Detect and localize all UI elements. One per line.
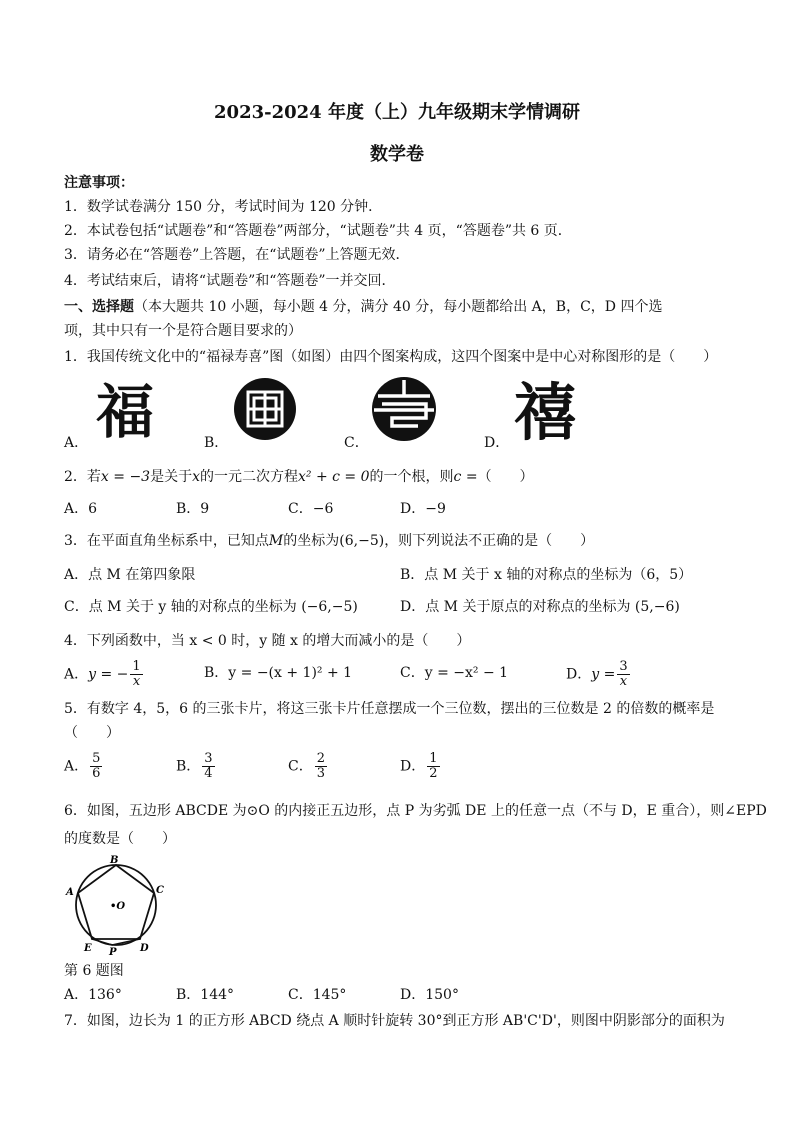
q6-label-e: E [84,943,92,954]
q6-label-c: C [156,885,164,896]
q4-option-a-den: x [132,674,141,689]
q3-option-b: B．点 M 关于 x 轴的对称点的坐标为（6，5） [400,567,693,583]
q3-stem-c: 的坐标为 [283,533,340,549]
q5-option-a-fraction [90,752,102,781]
svg-text:禧: 禧 [513,376,577,444]
q5-option-b [176,752,217,781]
notes-heading: 注意事项： [64,175,134,191]
q3-stem-e: ，则下列说法不正确的是（ ） [384,533,595,549]
q5-option-c [288,752,329,781]
q4-option-d-eq: y = [591,666,616,683]
q3-option-d: D．点 M 关于原点的对称点的坐标为 (5,−6) [400,599,680,615]
q6-pentagon-figure [60,855,170,955]
q6-caption: 第 6 题图 [64,963,124,979]
section1-heading: 一、选择题 [64,299,134,315]
q5-option-b-den: 4 [204,766,213,781]
svg-text:福: 福 [95,378,155,442]
q6-option-c: C．145° [288,987,347,1003]
q3-stem [64,532,594,550]
q6-stem: 6．如图，五边形 ABCDE 为⊙O 的内接正五边形，点 P 为劣弧 DE 上的任意一点（不与 D，E 重合），则∠EPD [64,803,767,819]
section1-desc1: （本大题共 10 小题，每小题 4 分，满分 40 分，每小题都给出 A，B，C，D 四个选 [134,299,663,315]
q1-stem: 1．我国传统文化中的“福禄寿喜”图（如图）由四个图案构成，这四个图案中是中心对称图形的是（ ） [64,349,718,365]
q4-option-d-den: x [619,674,628,689]
q5-option-c-num: 2 [316,751,325,766]
q7-stem: 7．如图，边长为 1 的正方形 ABCD 绕点 A 顺时针旋转 30°到正方形 AB'C'D'，则图中阴影部分的面积为 [64,1013,725,1029]
q4-stem: 4．下列函数中，当 x < 0 时，y 随 x 的增大而减小的是（ ） [64,633,471,649]
q5-option-d-fraction [427,752,439,781]
q5-option-d [400,752,442,781]
q5-option-a-label: A． [64,758,89,775]
q5-option-a [64,752,104,781]
q5-option-b-num: 3 [204,751,213,766]
q2-option-d: D．−9 [400,501,446,517]
q4-option-a-num: 1 [132,659,141,674]
q3-stem-b: M [268,533,284,549]
page-title: 2023-2024 年度（上）九年级期末学情调研 [214,102,580,123]
xi-character-icon [510,374,580,444]
q2-stem-i: （ ） [477,469,534,485]
q4-option-d [566,660,632,689]
q3-option-a: A．点 M 在第四象限 [64,567,196,583]
q2-stem-f: x² + c = 0 [298,469,370,485]
q4-option-a [64,660,145,689]
note-item-4: 4．考试结束后，请将“试题卷”和“答题卷”一并交回． [64,273,396,289]
q6-label-b: B [110,855,119,866]
q4-option-b: B．y = −(x + 1)² + 1 [204,665,353,681]
shou-seal-icon [368,374,440,444]
q5-option-d-num: 1 [429,751,438,766]
q5-option-a-den: 6 [92,766,101,781]
q2-stem-h: c = [453,469,478,485]
q6-option-b: B．144° [176,987,235,1003]
q5-option-b-label: B． [176,758,201,775]
q3-stem-d: (6,−5) [339,533,385,549]
q6-label-o: •O [110,901,126,912]
note-item-2: 2．本试卷包括“试题卷”和“答题卷”两部分，“试题卷”共 4 页，“答题卷”共 6 页． [64,223,572,239]
q2-option-b: B．9 [176,501,210,517]
q2-stem-b: x = −3 [100,469,151,485]
page-subtitle: 数学卷 [370,144,424,165]
q3-option-c: C．点 M 关于 y 轴的对称点的坐标为 (−6,−5) [64,599,358,615]
q1-option-d: D． [484,435,510,451]
q5-option-c-den: 3 [316,766,325,781]
q2-option-c: C．−6 [288,501,334,517]
q4-option-a-eq: y = − [88,666,129,683]
fu-character-icon [90,376,160,442]
q1-option-a: A． [64,435,89,451]
q6-option-d: D．150° [400,987,459,1003]
q6-label-a: A [66,887,74,898]
q1-option-c: C． [344,435,369,451]
q5-option-d-label: D． [400,758,426,775]
q5-option-a-num: 5 [92,751,101,766]
q5-option-c-label: C． [288,758,313,775]
q5-option-c-fraction [315,752,327,781]
q2-stem-c: 是关于 [150,469,193,485]
q5-stem-2: （ ） [64,725,120,741]
q2-stem [64,468,534,486]
q3-stem-a: 3．在平面直角坐标系中，已知点 [64,533,269,549]
q5-stem: 5．有数字 4，5，6 的三张卡片，将这三张卡片任意摆成一个三位数，摆出的三位数是 2 的倍数的概率是 [64,701,715,717]
q6-option-a: A．136° [64,987,122,1003]
q2-option-a: A．6 [64,501,98,517]
q4-option-a-label: A． [64,666,89,683]
q6-stem-2: 的度数是（ ） [64,831,176,847]
q5-option-b-fraction [202,752,214,781]
q6-label-d: D [140,943,149,954]
q4-option-d-label: D． [566,666,592,683]
q4-option-d-num: 3 [619,659,628,674]
note-item-1: 1．数学试卷满分 150 分，考试时间为 120 分钟． [64,199,383,215]
q4-option-a-fraction [130,660,142,689]
q2-stem-d: x [192,469,200,485]
lu-seal-icon [230,376,300,442]
q6-label-p: P [109,947,117,955]
section1-desc2: 项，其中只有一个是符合题目要求的） [64,323,302,339]
q5-option-d-den: 2 [429,766,438,781]
note-item-3: 3．请务必在“答题卷”上答题，在“试题卷”上答题无效． [64,247,410,263]
q1-option-b: B． [204,435,229,451]
q4-option-d-fraction [617,660,629,689]
q2-stem-e: 的一元二次方程 [200,469,298,485]
q2-stem-a: 2．若 [64,469,101,485]
section1-header [64,298,662,316]
q4-option-c: C．y = −x² − 1 [400,665,509,681]
q2-stem-g: 的一个根，则 [369,469,454,485]
